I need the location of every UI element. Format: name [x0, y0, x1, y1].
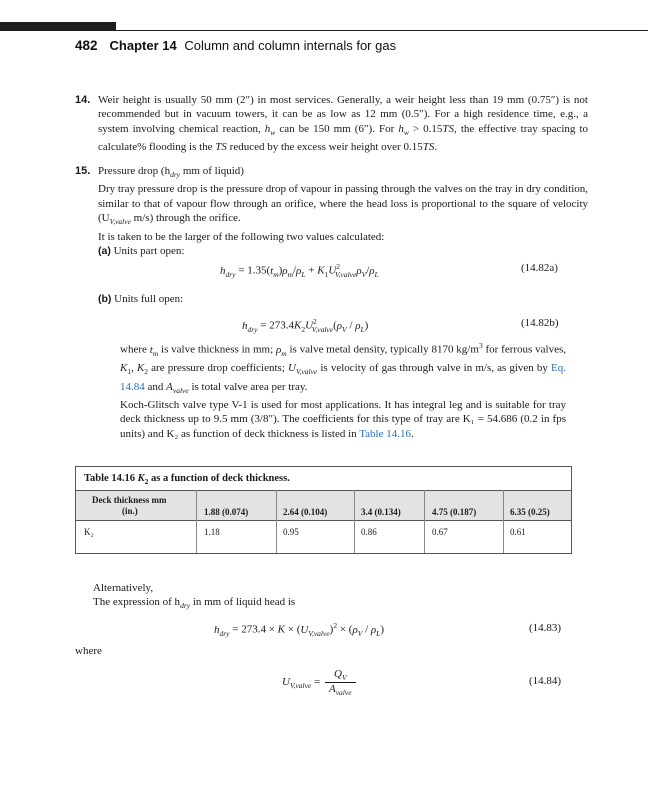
- eq-14-84-link[interactable]: Eq. 14.84: [120, 362, 566, 393]
- table-value-1: 1.18: [204, 527, 220, 537]
- header-bar: [0, 22, 116, 31]
- table-header-5: 6.35 (0.25): [510, 507, 550, 517]
- equation-number-14-84: (14.84): [529, 675, 562, 687]
- alternatively-text: Alternatively, The expression of $h_{dry}$ in mm of liquid head is: [93, 582, 296, 611]
- koch-para: Koch-Glitsch valve type V-1 is used for most applications. It has integral leg and is suitable for tray deck thickness up to 9.5 mm (3/8″). The coefficients for this type of tray are K₁ = 54.686 (0.2 in fps units) and K₂ as function of deck thickness is listed in: [120, 399, 566, 440]
- chapter-label: Chapter 14: [109, 38, 177, 53]
- table-14-16: [75, 466, 572, 554]
- table-header-3: 3.4 (0.134): [361, 507, 401, 517]
- table-caption: Table 14.16 $K_2$ as a function of deck thickness.: [84, 473, 290, 487]
- table-header-2: 2.64 (0.104): [283, 507, 328, 517]
- table-header-1: 1.88 (0.074): [204, 507, 249, 517]
- item-15-text: [98, 164, 588, 258]
- item-15-para1: Dry tray pressure drop is the pressure drop of vapour in passing through the valves on the tray in dry condition, similar to that of vapour flow through an orifice, where the head loss is proportional to the square of velocity ($U_{V,valve}$ m/s) through the orifice.: [98, 183, 588, 227]
- where-block: where $t_m$ is valve thickness in mm; $\rho_m$ is valve metal density, typically 8170 $kg/m^3$ for ferrous valves, $K_1$, $K_2$ are pressure drop coefficients; $U_{V,valve}$ is velocity of gas through valve in m/s, as given by Eq. 14.84 and $A_{valve}$ is total valve area per tray. Koch-Glitsch valve type V-1 is used for most applications. It has integral leg and is suitable for tray deck thickness up to 9.5 mm (3/8″). The coefficients for this type of tray are K₁ = 54.686 (0.2 in fps units) and K₂ as function of deck thickness is listed in Table 14.16.: [120, 341, 566, 440]
- table-header-4: 4.75 (0.187): [432, 507, 477, 517]
- equation-number-14-83: (14.83): [529, 622, 562, 634]
- table-value-5: 0.61: [510, 527, 526, 537]
- equation-14-82b: $h_{dry} = 273.4K_2U^2_{V,valve}(\rho_V / \rho_L)$: [242, 317, 369, 334]
- item-15-number: 15.: [75, 165, 91, 177]
- table-14-16-link[interactable]: Table 14.16: [359, 427, 411, 440]
- sub-a: (a) Units part open:: [98, 244, 185, 257]
- item-14-text: Weir height is usually 50 mm (2″) in most services. Generally, a weir height less than 19 mm (0.75″) is not recommended but in vacuum towers, it can be as low as 12 mm (0.5″). For a high residence time, e.g., a system involving chemical reaction, $h_w$ can be 150 mm (6″). For $h_w > 0.15TS$, the effective tray spacing to calculate% flooding is the TS reduced by the excess weir height over 0.15TS.: [98, 94, 588, 154]
- sub-b: (b) Units full open:: [98, 293, 184, 305]
- equation-14-83: $h_{dry} = 273.4 \times K \times (U_{V,valve})^2 \times (\rho_V / \rho_L)$: [214, 621, 385, 638]
- item-14-number: 14.: [75, 94, 91, 106]
- table-col0-header-1: Deck thickness mm: [92, 495, 167, 505]
- table-value-4: 0.67: [432, 527, 448, 537]
- item-15-title: Pressure drop ($h_{dry}$ mm of liquid): [98, 165, 244, 180]
- equation-14-82a: $h_{dry} = 1.35(t_m)\rho_m/\rho_L + K_1U^2_{V,valve}\rho_V/\rho_L$: [220, 262, 379, 279]
- table-value-3: 0.86: [361, 527, 377, 537]
- equation-number-14-82b: (14.82b): [521, 317, 559, 329]
- where-label: where: [75, 645, 102, 657]
- table-row-label: K₂: [84, 527, 94, 537]
- chapter-title: Column and column internals for gas: [184, 38, 397, 53]
- equation-number-14-82a: (14.82a): [521, 262, 558, 274]
- table-col0-header-2: (in.): [122, 506, 138, 516]
- table-value-2: 0.95: [283, 527, 299, 537]
- running-header: [75, 38, 396, 53]
- item-15-para2: It is taken to be the larger of the following two values calculated:: [98, 230, 385, 243]
- equation-14-84: $U_{V,valve}$ = $Q_V$ $A_{valve}$: [282, 668, 356, 697]
- page-number: 482: [75, 38, 98, 53]
- header-rule: [116, 30, 648, 31]
